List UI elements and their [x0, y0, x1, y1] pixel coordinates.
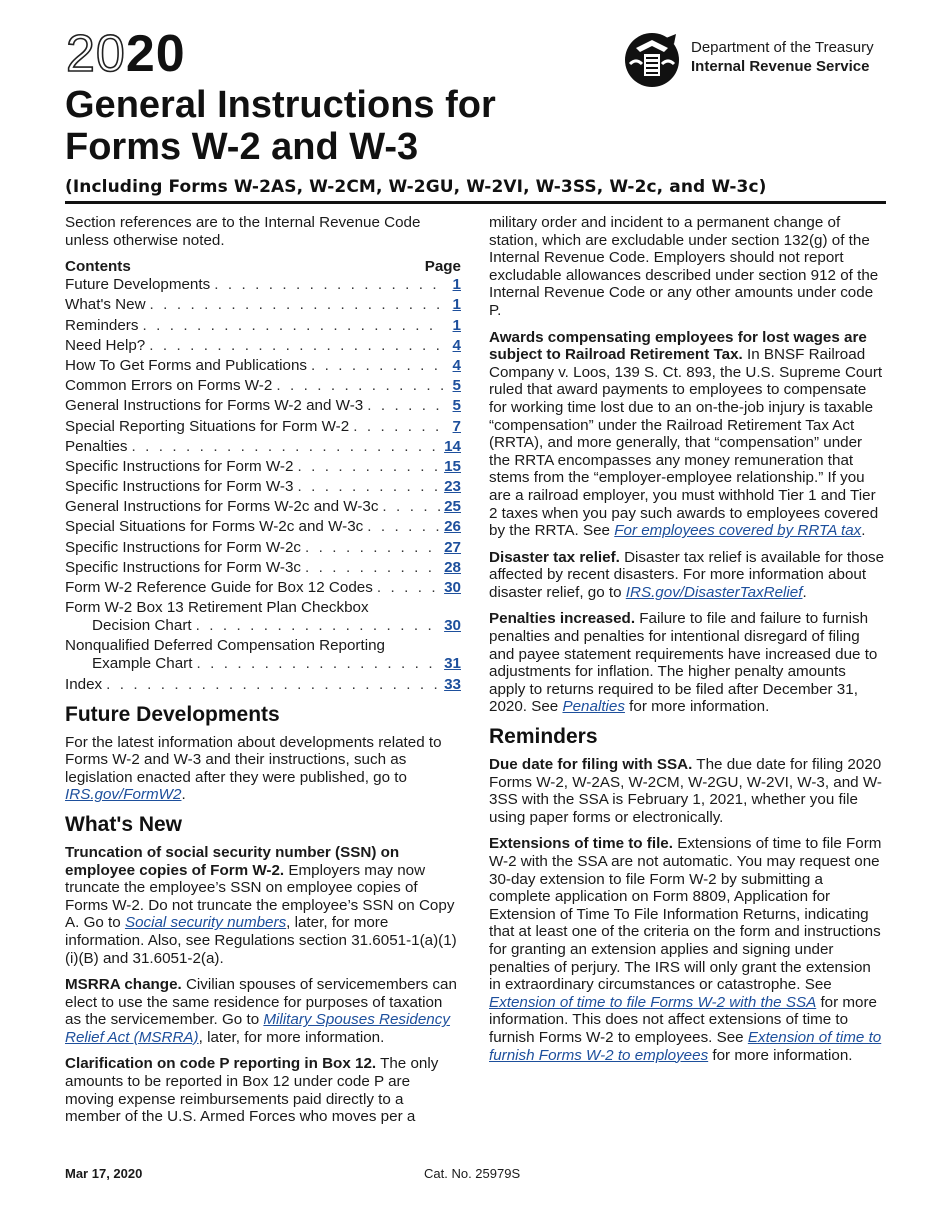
- toc-row-title: General Instructions for Forms W-2c and W-3c: [65, 498, 379, 516]
- header-rule: [65, 201, 886, 204]
- extension-file-link[interactable]: Extension of time to file Forms W-2 with the SSA: [489, 993, 817, 1011]
- toc-row[interactable]: [65, 317, 461, 335]
- ssn-text-1: Employers may now truncate the employee’s SSN on employee copies of Forms W-2. Do not truncate the employee’s SSN on Copy A. Go to: [65, 861, 455, 932]
- rrta-awards-paragraph: [489, 329, 886, 540]
- toc-row[interactable]: [65, 438, 461, 456]
- agency-block: [622, 30, 902, 90]
- intro-text: Section references are to the Internal Revenue Code unless otherwise noted.: [65, 214, 421, 249]
- rrta-text: In BNSF Railroad Company v. Loos, 139 S. Ct. 893, the U.S. Supreme Court ruled that award payments to employees to compensate for working time lost due to an on-the-job injury is taxable “compensation” under the Railroad Retirement Tax Act (RRTA), and more generally, that “compensation” under the RRTA encompasses any money remuneration that stems from the “employer-employee relationship.” If you are a railroad employer, you must withhold Tier 1 and Tier 2 taxes when you pay such awards to employees covered by the RRTA. See: [489, 346, 883, 540]
- toc-leader-dots: [131, 438, 440, 456]
- rrta-link[interactable]: For employees covered by RRTA tax: [614, 522, 862, 540]
- future-text: For the latest information about developments related to Forms W-2 and W-3 and their instructions, such as legislation enacted after they were published, go to: [65, 733, 442, 786]
- toc-leader-dots: [106, 676, 440, 694]
- future-developments-heading: Future Developments: [65, 702, 280, 726]
- toc-page-link[interactable]: 28: [444, 558, 461, 576]
- toc-heading: Contents: [65, 258, 131, 276]
- disaster-relief-link[interactable]: IRS.gov/DisasterTaxRelief: [625, 583, 803, 601]
- catalog-number: Cat. No. 25979S: [424, 1166, 521, 1181]
- msrra-paragraph: [65, 976, 461, 1046]
- toc-row[interactable]: [65, 418, 461, 436]
- agency-name: Internal Revenue Service: [691, 58, 870, 75]
- irs-eagle-logo-icon: [622, 30, 686, 88]
- toc-row[interactable]: [65, 498, 461, 516]
- toc-leader-dots: [305, 559, 440, 577]
- document-title: [65, 84, 496, 168]
- toc-page-link[interactable]: 15: [444, 457, 461, 475]
- toc-row-title: Decision Chart: [92, 617, 192, 635]
- penalties-paragraph: [489, 610, 886, 716]
- social-security-numbers-link[interactable]: Social security numbers: [124, 914, 287, 932]
- extensions-paragraph: [489, 835, 886, 1064]
- toc-page-link[interactable]: 25: [444, 498, 461, 516]
- toc-page-link[interactable]: 1: [452, 276, 461, 294]
- toc-multiline-entry[interactable]: [65, 599, 461, 635]
- toc-row-title: Index: [65, 675, 103, 693]
- penalties-text-2: for more information.: [624, 698, 770, 716]
- due-date-paragraph: [489, 756, 886, 826]
- toc-row[interactable]: [65, 559, 461, 577]
- ext-text-2: for more information. This does not affect extensions of time to furnish Forms W-2 to employees. See: [489, 993, 877, 1046]
- reminders-heading: Reminders: [489, 725, 598, 749]
- toc-row-title: Need Help?: [65, 336, 146, 354]
- disaster-relief-paragraph: [489, 549, 886, 602]
- toc-row-title-line1: Form W-2 Box 13 Retirement Plan Checkbox: [65, 599, 369, 617]
- toc-row[interactable]: [65, 617, 461, 635]
- toc-page-link[interactable]: 30: [444, 579, 461, 596]
- code-p-continued: military order and incident to a permanent change of station, which are excludable under section 132(g) of the Internal Revenue Code. Employers should not report excludable allowances described under section 912 of the Internal Revenue Code or any other amounts under code P.: [489, 214, 879, 319]
- toc-row-title: Form W-2 Reference Guide for Box 12 Codes: [65, 579, 373, 596]
- toc-page-link[interactable]: 31: [444, 655, 461, 673]
- toc-page-link[interactable]: 23: [444, 478, 461, 496]
- msrra-text-1: Civilian spouses of servicemembers can elect to use the same residence for purposes of taxation as the servicemember. Go to: [65, 976, 457, 1029]
- toc-row[interactable]: [65, 676, 461, 694]
- toc-row-title: Common Errors on Forms W-2: [65, 377, 273, 395]
- left-column: [65, 214, 461, 1135]
- toc-row[interactable]: [65, 276, 461, 294]
- toc-multiline-entry[interactable]: [65, 637, 461, 673]
- ssn-text-2: , later, for more information. Also, see Regulations section 31.6051-1(a)(1)(i)(B) and 31.6051-2(a).: [65, 914, 457, 967]
- document-subtitle: (Including Forms W-2AS, W-2CM, W-2GU, W-2VI, W-3SS, W-2c, and W-3c): [65, 177, 767, 197]
- rrta-lead: Awards compensating employees for lost wages are subject to Railroad Retirement Tax.: [489, 328, 867, 364]
- code-p-paragraph: [65, 1055, 461, 1125]
- penalties-lead: Penalties increased.: [489, 610, 636, 628]
- msrra-lead: MSRRA change.: [65, 976, 182, 994]
- department-name: Department of the Treasury: [691, 39, 874, 56]
- toc-page-link[interactable]: 26: [444, 518, 461, 536]
- toc-page-link[interactable]: 14: [444, 437, 461, 455]
- toc-row-title-line1: Nonqualified Deferred Compensation Reporting: [65, 637, 385, 655]
- toc-row-title: Specific Instructions for Form W-2: [65, 457, 294, 475]
- title-line-2: Forms W-2 and W-3: [65, 126, 419, 168]
- msrra-link[interactable]: Military Spouses Residency Relief Act (MSRRA): [65, 1011, 450, 1046]
- penalties-text-1: Failure to file and failure to furnish penalties and penalties for intentional disregard of filing and payee statement requirements have increased due to adjustments for inflation. The higher penalty amounts apply to returns required to be filed after December 31, 2020. See: [489, 610, 878, 716]
- toc-page-link[interactable]: 4: [452, 356, 461, 374]
- toc-leader-dots: [196, 655, 440, 673]
- toc-leader-dots: [196, 617, 440, 635]
- ext-text-3: for more information.: [708, 1046, 853, 1064]
- toc-row-title: Specific Instructions for Form W-3c: [65, 558, 302, 576]
- toc-leader-dots: [353, 418, 443, 436]
- toc-page-link[interactable]: 27: [444, 538, 461, 556]
- toc-leader-dots: [276, 377, 443, 395]
- toc-row-title: Specific Instructions for Form W-2c: [65, 538, 302, 556]
- right-column: [489, 214, 886, 1073]
- toc-row-title: General Instructions for Forms W-2 and W-3: [65, 397, 364, 415]
- code-p-lead: Clarification on code P reporting in Box 12.: [65, 1055, 377, 1073]
- year-outline-digits: 20: [66, 25, 126, 83]
- toc-row[interactable]: [65, 357, 461, 375]
- toc-row[interactable]: [65, 655, 461, 673]
- toc-row-title: Penalties: [65, 437, 128, 455]
- toc-row[interactable]: [65, 458, 461, 476]
- toc-row[interactable]: [65, 296, 461, 314]
- rrta-end: .: [861, 522, 866, 540]
- toc-row-title: Reminders: [65, 316, 139, 334]
- ssn-lead: Truncation of social security number (SSN) on employee copies of Form W-2.: [65, 843, 400, 879]
- toc-leader-dots: [382, 498, 440, 516]
- toc-row-title: Example Chart: [92, 655, 193, 673]
- revision-date: Mar 17, 2020: [65, 1166, 143, 1181]
- irs-formw2-link[interactable]: IRS.gov/FormW2: [65, 786, 182, 804]
- toc-page-link[interactable]: 1: [452, 296, 461, 314]
- future-developments-text: [65, 734, 461, 804]
- year-solid-digits: 20: [125, 25, 186, 83]
- code-p-text: The only amounts to be reported in Box 12 under code P are moving expense reimbursements paid directly to a member of the U.S. Armed Forces who moves per a: [65, 1055, 439, 1126]
- toc-row[interactable]: [65, 377, 461, 395]
- toc-page-link[interactable]: 7: [452, 417, 461, 435]
- ssn-truncation-paragraph: [65, 844, 461, 967]
- future-end: .: [181, 786, 186, 804]
- toc-page-link[interactable]: 4: [452, 336, 461, 354]
- extension-furnish-link[interactable]: Extension of time to furnish Forms W-2 to employees: [489, 1028, 882, 1064]
- disaster-end: .: [802, 583, 807, 601]
- form-year: [66, 26, 186, 82]
- toc-row-title: How To Get Forms and Publications: [65, 356, 307, 374]
- toc-row[interactable]: [65, 539, 461, 557]
- title-line-1: General Instructions for: [65, 84, 496, 126]
- toc-page-link[interactable]: 5: [452, 377, 461, 395]
- toc-leader-dots: [149, 337, 443, 355]
- toc-row-title: Future Developments: [65, 276, 211, 294]
- toc-leader-dots: [150, 296, 443, 314]
- toc-row-title: Special Reporting Situations for Form W-2: [65, 417, 350, 435]
- whats-new-heading: What's New: [65, 812, 183, 836]
- toc-leader-dots: [377, 579, 440, 597]
- toc-row-title: Specific Instructions for Form W-3: [65, 478, 294, 496]
- toc-row[interactable]: [65, 518, 461, 536]
- toc-leader-dots: [367, 518, 440, 536]
- disaster-text: Disaster tax relief is available for those affected by recent disasters. For more information about disaster relief, go to: [489, 548, 885, 601]
- toc-row-title: What's New: [65, 296, 146, 314]
- toc-leader-dots: [305, 539, 440, 557]
- toc-leader-dots: [367, 397, 443, 415]
- toc-leader-dots: [142, 317, 443, 335]
- toc-row[interactable]: [65, 397, 461, 415]
- toc-row[interactable]: [65, 579, 461, 597]
- due-text: The due date for filing 2020 Forms W-2, W-2AS, W-2CM, W-2GU, W-2VI, W-3, and W-3SS with the SSA is February 1, 2021, whether you file using paper forms or electronically.: [489, 756, 882, 826]
- toc-page-link[interactable]: 33: [444, 675, 461, 693]
- toc-page-link[interactable]: 1: [452, 316, 461, 334]
- toc-leader-dots: [297, 478, 440, 496]
- toc-leader-dots: [311, 357, 443, 375]
- toc-row[interactable]: [65, 337, 461, 355]
- toc-leader-dots: [297, 458, 440, 476]
- toc-header: [65, 258, 461, 276]
- toc-row[interactable]: [65, 478, 461, 496]
- toc-page-link[interactable]: 5: [452, 397, 461, 415]
- toc-page-label: Page: [424, 258, 461, 276]
- penalties-link[interactable]: Penalties: [562, 698, 625, 716]
- toc-row-title: Special Situations for Forms W-2c and W-3c: [65, 518, 364, 536]
- disaster-lead: Disaster tax relief.: [489, 548, 620, 566]
- due-lead: Due date for filing with SSA.: [489, 756, 693, 774]
- msrra-text-2: , later, for more information.: [198, 1028, 385, 1046]
- ext-lead: Extensions of time to file.: [489, 835, 673, 853]
- toc-leader-dots: [214, 276, 443, 294]
- table-of-contents: [65, 276, 461, 693]
- ext-text-1: Extensions of time to file Form W-2 with the SSA are not automatic. You may request one 30-day extension to file Form W-2 by submitting a complete application on Form 8809, Application for Extension of Time To File Information Returns, indicating that at least one of the criteria on the form and instructions for granting an extension applies and signing under penalties of perjury. The IRS will only grant the extension in extraordinary circumstances or catastrophe. See: [489, 835, 882, 994]
- toc-page-link[interactable]: 30: [444, 617, 461, 635]
